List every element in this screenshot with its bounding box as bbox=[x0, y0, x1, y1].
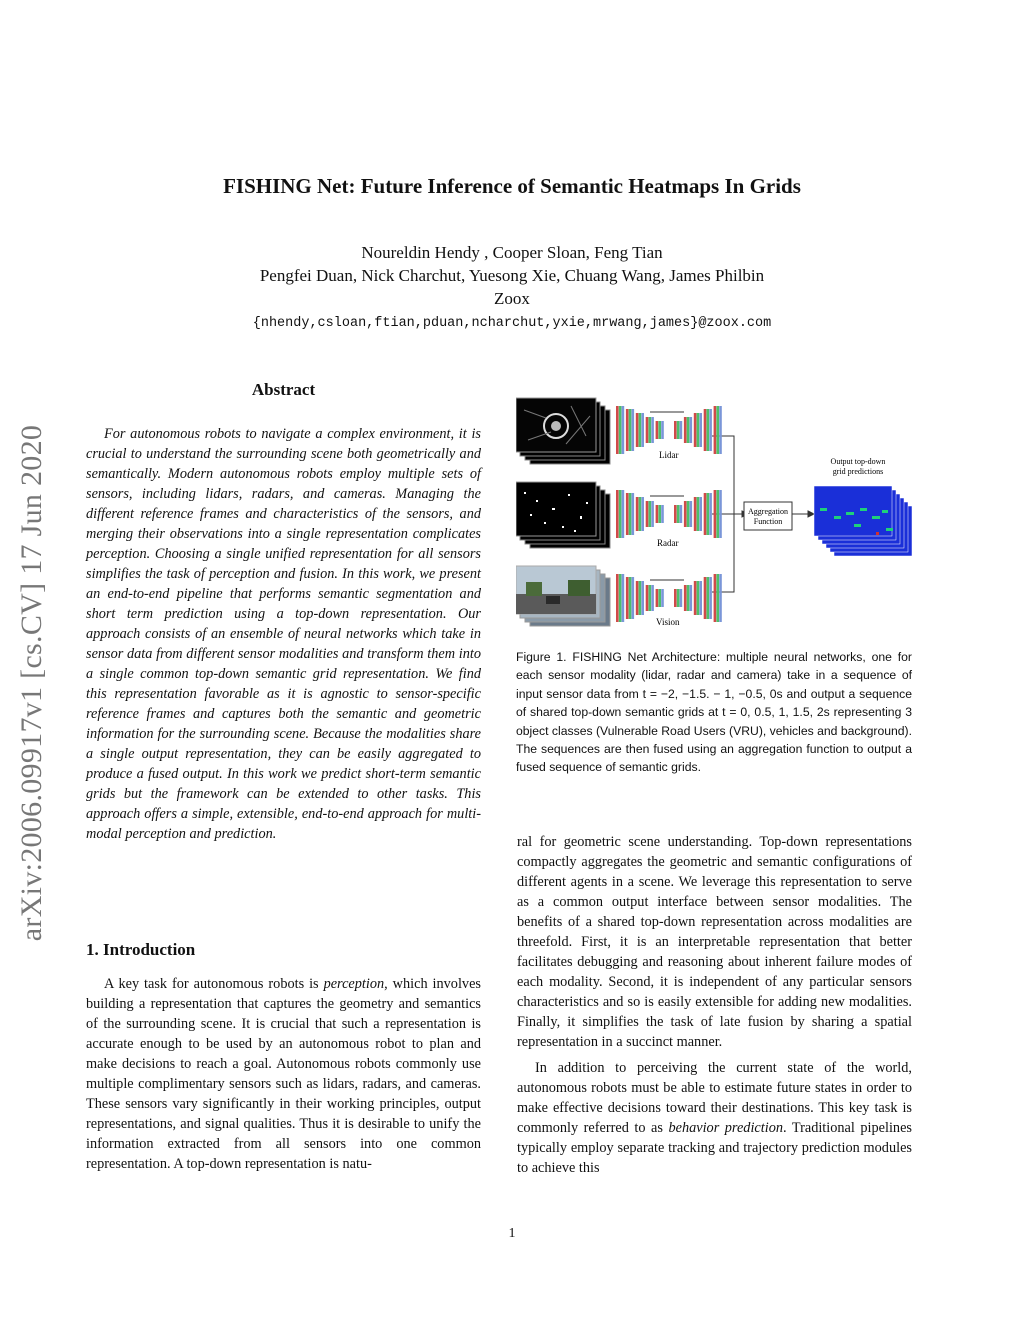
abstract-body bbox=[86, 424, 481, 844]
unet-layer bbox=[694, 413, 697, 447]
unet-layer bbox=[661, 421, 664, 439]
unet-layer bbox=[636, 413, 639, 447]
unet-layer bbox=[716, 490, 719, 538]
unet-layer bbox=[658, 589, 661, 607]
unet-layer bbox=[694, 497, 697, 531]
label-radar: Radar bbox=[657, 538, 679, 548]
unet-layer bbox=[674, 421, 677, 439]
unet-layer bbox=[699, 581, 702, 615]
unet-layer bbox=[626, 577, 629, 619]
emphasis-behavior-prediction: behavior prediction bbox=[668, 1120, 784, 1136]
unet-layer bbox=[680, 589, 683, 607]
unet-layer bbox=[622, 574, 625, 622]
output-grid-stack bbox=[814, 486, 912, 556]
abstract-text: For autonomous robots to navigate a complex environment, it is crucial to understand the surrounding scene both geometrically and semantically. Modern autonomous robots employ multiple sets of sensors, including lidars, radars, and cameras. Managing the different reference frames and characteristics of the sensors, and merging their observations into a single representation complicates perception. Choosing a single unified representation for all sensors simplifies the task of perception and fusion. In this work, we present an end-to-end pipeline that performs semantic segmentation and short term prediction using a top-down representation. Our approach consists of an ensemble of neural networks which take in sensor data from different sensor modalities and transform them into a single common top-down semantic grid representation. We find this representation favorable as it is agnostic to sensor-specific reference frames and captures both the semantic and geometric information for the surrounding scene. Because the modalities share a single output representation, they can be easily aggregated to produce a fused output. In this work we predict short-term semantic grids but the framework can be extended to other tasks. This approach offers a simple, extensible, end-to-end approach for multi-modal perception and prediction. bbox=[86, 426, 481, 842]
unet-layer bbox=[646, 501, 649, 527]
unet-layer bbox=[636, 497, 639, 531]
unet-layer bbox=[697, 497, 700, 531]
unet-layer bbox=[656, 421, 659, 439]
unet-layer bbox=[709, 577, 712, 619]
unet-layer bbox=[641, 413, 644, 447]
unet-layer bbox=[709, 493, 712, 535]
unet-layer bbox=[632, 409, 635, 451]
unet-layer bbox=[699, 497, 702, 531]
unet-layer bbox=[651, 585, 654, 611]
unet-layer bbox=[674, 505, 677, 523]
paper-title: FISHING Net: Future Inference of Semantic Heatmaps In Grids bbox=[223, 174, 801, 198]
arxiv-stamp: arXiv:2006.09917v1 [cs.CV] 17 Jun 2020 bbox=[15, 424, 48, 942]
unet-layer bbox=[651, 417, 654, 443]
unet-layer bbox=[656, 589, 659, 607]
unet-layer bbox=[629, 493, 632, 535]
unet-layer bbox=[626, 409, 629, 451]
unet-layer bbox=[616, 574, 619, 622]
architecture-diagram bbox=[516, 396, 916, 636]
unet-layer bbox=[714, 406, 717, 454]
unet-layer bbox=[707, 493, 710, 535]
unet-layer bbox=[619, 574, 622, 622]
unet-layer bbox=[704, 493, 707, 535]
affiliation: Zoox bbox=[494, 289, 530, 308]
introduction-col-right bbox=[517, 832, 912, 1178]
unet-layer bbox=[639, 413, 642, 447]
unet-layer bbox=[646, 585, 649, 611]
unet-layer bbox=[690, 417, 693, 443]
unet-layer bbox=[646, 417, 649, 443]
unet-layer bbox=[714, 574, 717, 622]
unet-layer bbox=[632, 577, 635, 619]
aggregation-label-2: Function bbox=[753, 517, 783, 526]
authors-line-2: Pengfei Duan, Nick Charchut, Yuesong Xie, Chuang Wang, James Philbin bbox=[259, 266, 765, 285]
unet-layer bbox=[716, 574, 719, 622]
unet-layer bbox=[690, 585, 693, 611]
unet-layer bbox=[629, 577, 632, 619]
unet-layer bbox=[687, 585, 690, 611]
unet-layer bbox=[687, 501, 690, 527]
unet-layer bbox=[661, 505, 664, 523]
intro-paragraph-2: ral for geometric scene understanding. Top-down representations compactly aggregates the geometric and semantic configurations of different agents in a scene. We leverage this representation to serve as a common output interface between sensor modalities. The benefits of a shared top-down representation across modalities are threefold. First, it is an interpretable representation that better facilitates debugging and reasoning about inherent failure modes of each modality. Second, it is independent of any particular sensors characteristics and so is easily extensible for adding new modalities. Finally, it simplifies the task of late fusion by sharing a spatial representation in a succinct manner. bbox=[517, 834, 912, 1050]
unet-layer bbox=[622, 406, 625, 454]
unet-layer bbox=[684, 417, 687, 443]
vision-input-stack bbox=[516, 566, 610, 626]
output-label-2: grid predictions bbox=[832, 467, 884, 476]
unet-layer bbox=[684, 501, 687, 527]
unet-layer bbox=[719, 406, 722, 454]
page-number: 1 bbox=[508, 1226, 516, 1241]
emphasis-perception: perception bbox=[323, 976, 385, 992]
abstract-heading: Abstract bbox=[251, 380, 316, 399]
unet-layer bbox=[699, 413, 702, 447]
unet-layer bbox=[639, 581, 642, 615]
unet-layer bbox=[661, 589, 664, 607]
unet-layer bbox=[694, 581, 697, 615]
radar-unet bbox=[616, 490, 722, 538]
unet-layer bbox=[684, 585, 687, 611]
unet-layer bbox=[704, 577, 707, 619]
lidar-unet bbox=[616, 406, 722, 454]
introduction-col-left bbox=[86, 974, 481, 1174]
output-label-1: Output top-down bbox=[830, 457, 886, 466]
unet-layer bbox=[697, 581, 700, 615]
unet-layer bbox=[690, 501, 693, 527]
label-vision: Vision bbox=[656, 617, 680, 627]
figure-1 bbox=[516, 396, 916, 636]
unet-layer bbox=[639, 497, 642, 531]
unet-layer bbox=[680, 421, 683, 439]
unet-layer bbox=[716, 406, 719, 454]
unet-layer bbox=[687, 417, 690, 443]
unet-layer bbox=[651, 501, 654, 527]
unet-layer bbox=[674, 589, 677, 607]
aggregation-label-1: Aggregation bbox=[748, 507, 788, 516]
unet-layer bbox=[641, 581, 644, 615]
unet-layer bbox=[636, 581, 639, 615]
intro-paragraph-3: In addition to perceiving the current state of the world, autonomous robots must be able to estimate future states in order to make effective decisions toward their destinations. This key task is commonly referred to as behavior prediction. Traditional pipelines typically employ separate tracking and trajectory prediction modules to achieve this bbox=[517, 1060, 912, 1176]
unet-layer bbox=[680, 505, 683, 523]
unet-layer bbox=[677, 589, 680, 607]
vision-unet bbox=[616, 574, 722, 622]
lidar-input-stack bbox=[516, 398, 610, 464]
unet-layer bbox=[719, 574, 722, 622]
unet-layer bbox=[677, 421, 680, 439]
unet-layer bbox=[658, 505, 661, 523]
unet-layer bbox=[677, 505, 680, 523]
unet-layer bbox=[658, 421, 661, 439]
unet-layer bbox=[649, 585, 652, 611]
unet-layer bbox=[619, 406, 622, 454]
unet-layer bbox=[622, 490, 625, 538]
unet-layer bbox=[632, 493, 635, 535]
label-lidar: Lidar bbox=[659, 450, 679, 460]
unet-layer bbox=[616, 490, 619, 538]
unet-layer bbox=[649, 501, 652, 527]
radar-input-stack bbox=[516, 482, 610, 548]
intro-paragraph-1: A key task for autonomous robots is perception, which involves building a representation that captures the geometry and semantics of the surrounding scene. It is crucial that such a representation is accurate enough to be used by an autonomous robot to plan and make decisions to reach a goal. Autonomous robots commonly use multiple complimentary sensors such as lidars, radars, and cameras. These sensors vary significantly in their working principles, output representations, and signal qualities. Thus it is desirable to unify the information extracted from all sensors into one common representation. A top-down representation is natu- bbox=[86, 976, 481, 1172]
unet-layer bbox=[649, 417, 652, 443]
introduction-heading: 1. Introduction bbox=[86, 940, 196, 959]
unet-layer bbox=[704, 409, 707, 451]
unet-layer bbox=[616, 406, 619, 454]
unet-layer bbox=[641, 497, 644, 531]
unet-layer bbox=[719, 490, 722, 538]
authors-line-1: Noureldin Hendy , Cooper Sloan, Feng Tian bbox=[361, 243, 663, 262]
figure-1-caption: Figure 1. FISHING Net Architecture: multiple neural networks, one for each sensor modality (lidar, radar and camera) take in a sequence of input sensor data from t = −2, −1.5. − 1, −0.5, 0s and output a sequence of shared top-down semantic grids at t = 0, 0.5, 1, 1.5, 2s representing 3 object classes (Vulnerable Road Users (VRU), vehicles and background). The sequences are then fused using an aggregation function to output a fused sequence of semantic grids. bbox=[516, 650, 912, 775]
author-emails: {nhendy,csloan,ftian,pduan,ncharchut,yxie,mrwang,james}@zoox.com bbox=[252, 316, 772, 331]
unet-layer bbox=[707, 577, 710, 619]
unet-layer bbox=[714, 490, 717, 538]
unet-layer bbox=[707, 409, 710, 451]
unet-layer bbox=[626, 493, 629, 535]
unet-layer bbox=[629, 409, 632, 451]
unet-layer bbox=[619, 490, 622, 538]
unet-layer bbox=[656, 505, 659, 523]
unet-layer bbox=[709, 409, 712, 451]
unet-layer bbox=[697, 413, 700, 447]
